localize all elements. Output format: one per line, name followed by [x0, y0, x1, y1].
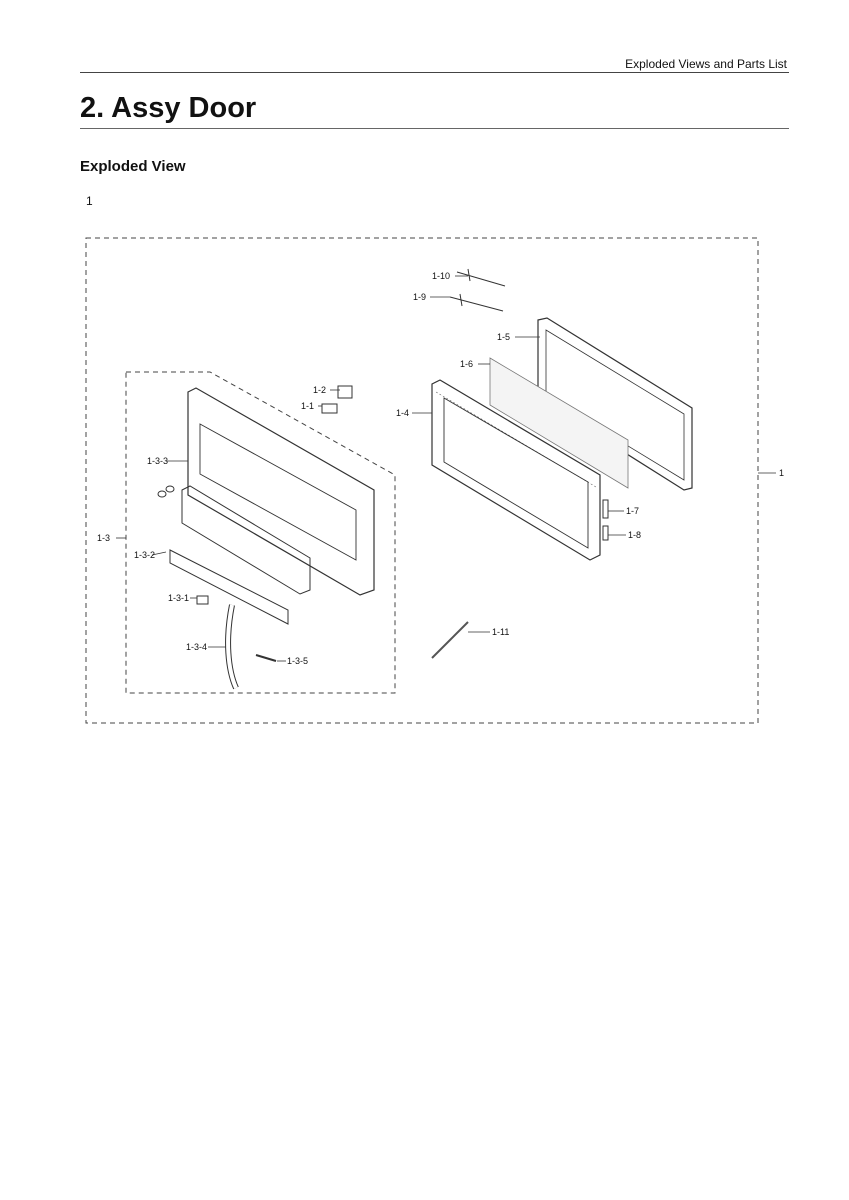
figure-number: 1 — [86, 194, 93, 208]
part-1-9-rod — [450, 294, 503, 311]
callout-1-11: 1-11 — [492, 627, 510, 637]
callout-1-1: 1-1 — [301, 401, 315, 411]
roller-part — [158, 491, 166, 497]
part-1-2-bracket — [338, 386, 352, 398]
callout-1-4: 1-4 — [396, 408, 410, 418]
part-1-3-5-screw — [256, 655, 276, 661]
part-1-3-1-clip — [197, 596, 208, 604]
callout-1-3-4: 1-3-4 — [186, 642, 208, 652]
callout-1: 1 — [779, 468, 785, 478]
callout-1-5: 1-5 — [497, 332, 511, 342]
part-1-10-rod — [457, 269, 505, 286]
part-1-1-cover — [322, 404, 337, 413]
callout-1-3-1: 1-3-1 — [168, 593, 190, 603]
callout-1-2: 1-2 — [313, 385, 327, 395]
part-1-6-glass — [490, 358, 628, 488]
part-1-11-rod — [432, 622, 468, 658]
callout-1-8: 1-8 — [628, 530, 642, 540]
callout-1-3-3: 1-3-3 — [147, 456, 169, 466]
page-title: 2. Assy Door — [80, 92, 257, 124]
part-1-3-3-front-frame — [188, 388, 374, 595]
callout-1-10: 1-10 — [432, 271, 451, 281]
callout-1-3-5: 1-3-5 — [287, 656, 309, 666]
subassembly-1-3-border — [126, 372, 395, 693]
callout-1-7: 1-7 — [626, 506, 640, 516]
callout-1-9: 1-9 — [413, 292, 427, 302]
leader-lines — [116, 276, 776, 661]
callout-1-6: 1-6 — [460, 359, 474, 369]
part-1-8-latch — [603, 526, 608, 540]
callout-1-3: 1-3 — [97, 533, 111, 543]
callout-1-3-2: 1-3-2 — [134, 550, 156, 560]
page-header-text: Exploded Views and Parts List — [625, 57, 787, 71]
section-subtitle: Exploded View — [80, 158, 186, 175]
part-1-7-latch — [603, 500, 608, 518]
